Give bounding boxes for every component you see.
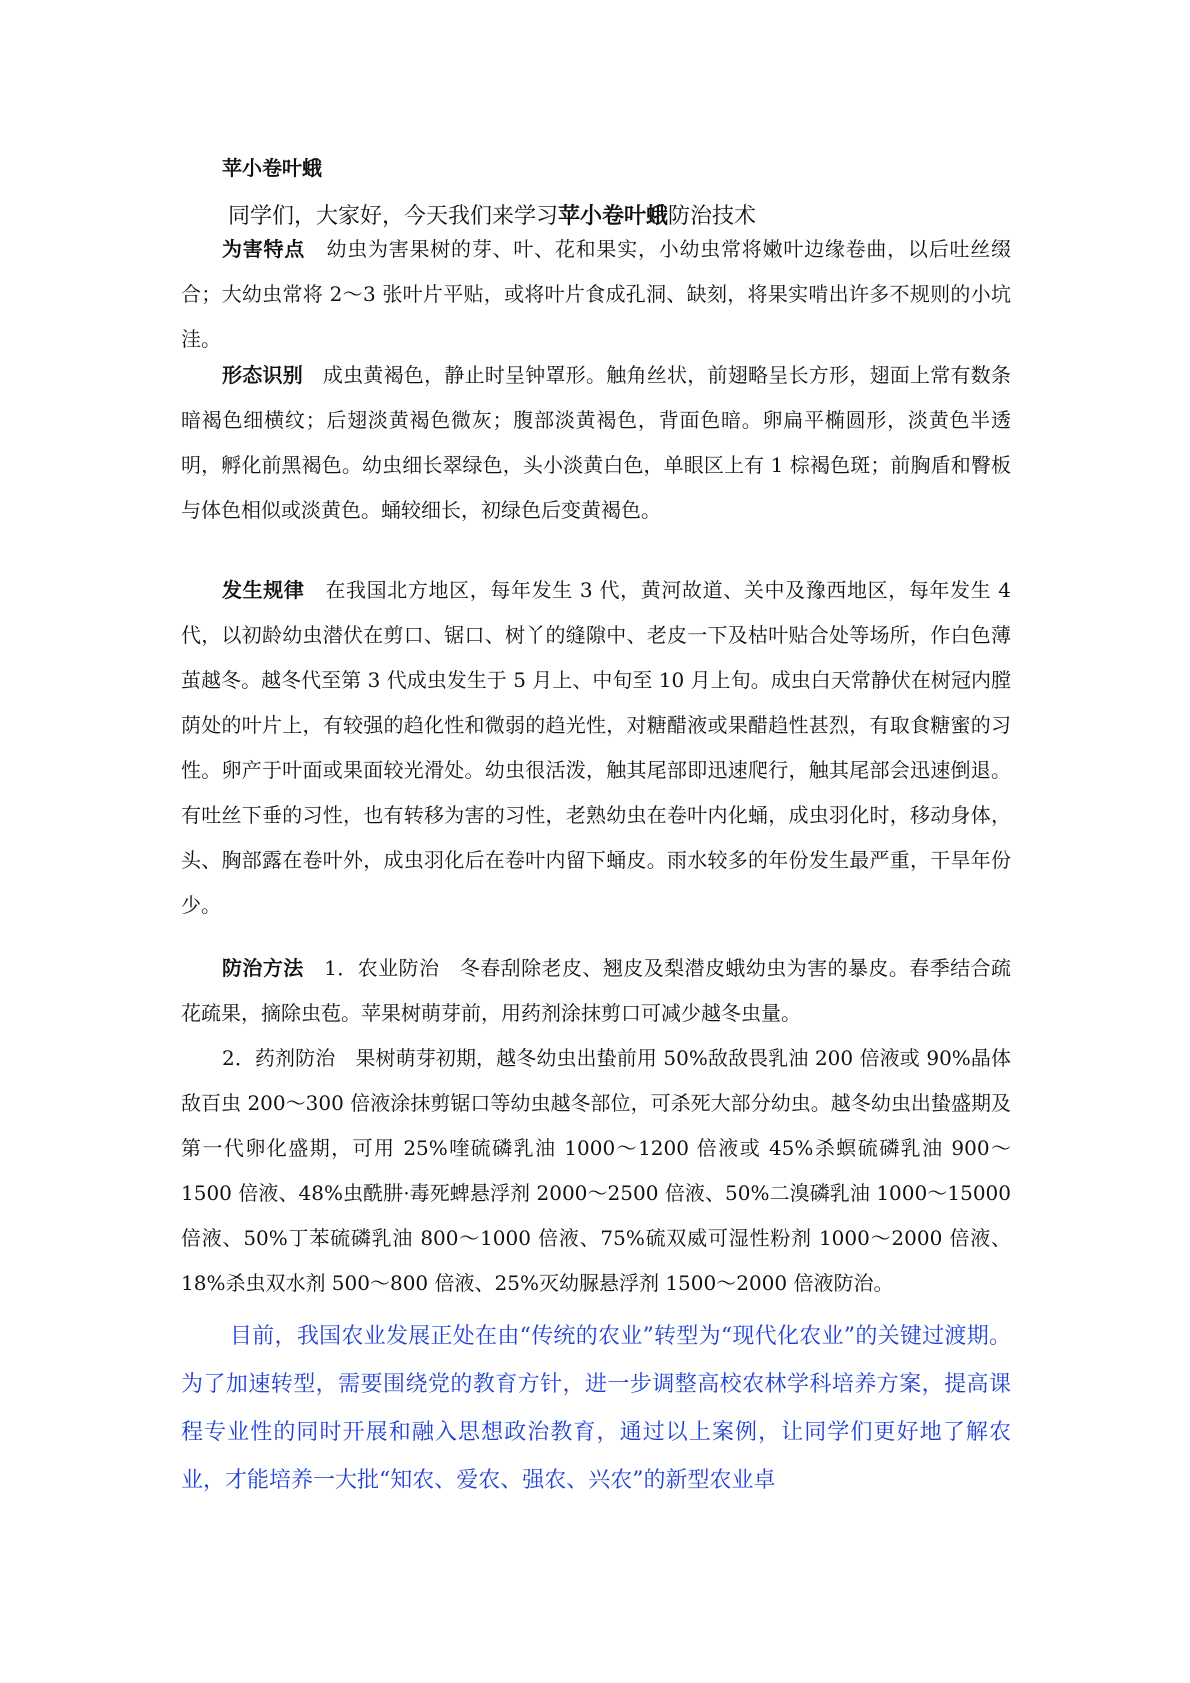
section-damage	[181, 227, 1011, 362]
section-text: 1．农业防治 冬春刮除老皮、翘皮及梨潜皮蛾幼虫为害的暴皮。春季结合疏花疏果，摘除虫苞。苹果树萌芽前，用药剂涂抹剪口可减少越冬虫量。	[181, 956, 1011, 1025]
section-heading: 防治方法	[222, 956, 304, 980]
closing-paragraph: 目前，我国农业发展正处在由“传统的农业”转型为“现代化农业”的关键过渡期。为了加速转型，需要围绕党的教育方针，进一步调整高校农林学科培养方案，提高课程专业性的同时开展和融入思想政治教育，通过以上案例，让同学们更好地了解农业，才能培养一大批“知农、爱农、强农、兴农”的新型农业卓	[181, 1324, 1011, 1493]
section-morphology	[181, 353, 1011, 533]
section-text: 在我国北方地区，每年发生 3 代，黄河故道、关中及豫西地区，每年发生 4 代，以初龄幼虫潜伏在剪口、锯口、树丫的缝隙中、老皮一下及枯叶贴合处等场所，作白色薄茧越冬。越冬代至第 3 代成虫发生于 5 月上、中旬至 10 月上旬。成虫白天常静伏在树冠内膛荫处的叶片上，有较强的趋化性和微弱的趋光性，对糖醋液或果醋趋性甚烈，有取食糖蜜的习性。卵产于叶面或果面较光滑处。幼虫很活泼，触其尾部即迅速爬行，触其尾部会迅速倒退。有吐丝下垂的习性，也有转移为害的习性，老熟幼虫在卷叶内化蛹，成虫羽化时，移动身体，头、胸部露在卷叶外，成虫羽化后在卷叶内留下蛹皮。雨水较多的年份发生最严重，干旱年份少。	[181, 578, 1011, 917]
section-text: 成虫黄褐色，静止时呈钟罩形。触角丝状，前翅略呈长方形，翅面上常有数条暗褐色细横纹；后翅淡黄褐色微灰；腹部淡黄褐色，背面色暗。卵扁平椭圆形，淡黄色半透明，孵化前黑褐色。幼虫细长翠绿色，头小淡黄白色，单眼区上有 1 棕褐色斑；前胸盾和臀板与体色相似或淡黄色。蛹较细长，初绿色后变黄褐色。	[181, 363, 1012, 522]
section-occurrence	[181, 568, 1011, 928]
section-heading: 发生规律	[222, 578, 305, 602]
section-control	[181, 946, 1011, 1036]
section-heading: 形态识别	[222, 363, 303, 387]
section-chemical-control	[181, 1036, 1011, 1306]
intro-suffix: 防治技术	[668, 204, 757, 229]
intro-bold-topic: 苹小卷叶蛾	[558, 203, 669, 229]
section-text: 2．药剂防治 果树萌芽初期，越冬幼虫出蛰前用 50%敌敌畏乳油 200 倍液或 90%晶体敌百虫 200～300 倍液涂抹剪锯口等幼虫越冬部位，可杀死大部分幼虫。越冬幼虫出蛰盛期及第一代卵化盛期，可用 25%喹硫磷乳油 1000～1200 倍液或 45%杀螟硫磷乳油 900～1500 倍液、48%虫酰肼·毒死蜱悬浮剂 2000～2500 倍液、50%二溴磷乳油 1000～15000 倍液、50%丁苯硫磷乳油 800～1000 倍液、75%硫双威可湿性粉剂 1000～2000 倍液、18%杀虫双水剂 500～800 倍液、25%灭幼脲悬浮剂 1500～2000 倍液防治。	[181, 1046, 1011, 1295]
section-text: 幼虫为害果树的芽、叶、花和果实，小幼虫常将嫩叶边缘卷曲，以后吐丝缀合；大幼虫常将 2～3 张叶片平贴，或将叶片食成孔洞、缺刻，将果实啃出许多不规则的小坑洼。	[181, 237, 1012, 351]
intro-prefix: 同学们，大家好，今天我们来学习	[228, 204, 559, 229]
document-title: 苹小卷叶蛾	[222, 156, 322, 180]
section-heading: 为害特点	[222, 237, 306, 261]
